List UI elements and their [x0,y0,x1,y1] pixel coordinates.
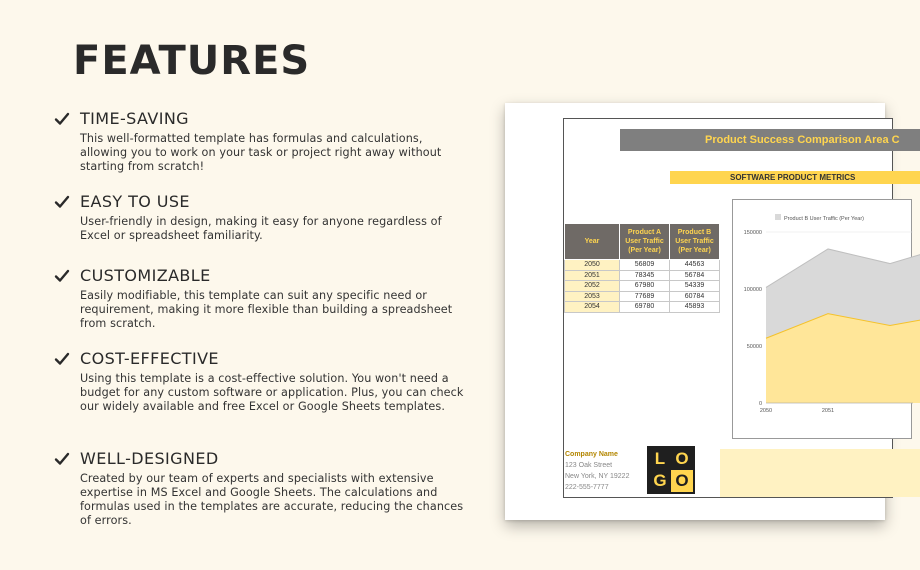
y-tick-label: 0 [758,401,762,407]
table-cell: 78345 [620,270,670,281]
y-tick-label: 150000 [743,230,762,236]
footer-banner [720,449,920,497]
table-cell: 2053 [565,291,620,302]
table-header-year: Year [565,224,620,260]
checkmark-icon [54,451,70,467]
area-chart-svg [733,200,913,440]
y-tick-label: 50000 [746,344,762,350]
table-cell: 56784 [670,270,720,281]
table-cell: 2050 [565,260,620,271]
spreadsheet-preview [563,118,900,498]
table-header-product-b: Product B User Traffic (Per Year) [670,224,720,260]
logo [647,446,695,494]
logo-letter: G [653,471,667,490]
table-cell: 2052 [565,281,620,292]
feature-title: WELL-DESIGNED [80,449,219,468]
feature-item [54,110,464,174]
table-cell: 54339 [670,281,720,292]
table-cell: 45893 [670,302,720,313]
table-row [565,260,720,271]
feature-item [54,193,464,243]
table-cell: 56809 [620,260,670,271]
area-chart [732,199,912,439]
checkmark-icon [54,194,70,210]
checkmark-icon [54,268,70,284]
feature-item [54,267,464,331]
feature-title: CUSTOMIZABLE [80,266,211,285]
table-cell: 2051 [565,270,620,281]
checkmark-icon [54,351,70,367]
table-row [565,270,720,281]
feature-item [54,350,464,414]
company-info [565,449,629,493]
table-row [565,281,720,292]
table-cell: 2054 [565,302,620,313]
table-row [565,291,720,302]
company-phone: 222-555-7777 [565,484,609,491]
feature-description: Easily modifiable, this template can suit any specific need or requirement, making it more flexible than building a spreadsheet from scratch. [80,289,453,330]
feature-description: Created by our team of experts and specialists with extensive expertise in MS Excel and Google Sheets. The calculations and formulas used in the templates are accurate, reducing the chances of errors. [80,472,464,527]
feature-title: COST-EFFECTIVE [80,349,219,368]
logo-letter: L [654,449,666,468]
feature-title: TIME-SAVING [80,109,189,128]
table-header-product-a: Product A User Traffic (Per Year) [620,224,670,260]
sheet-title: Product Success Comparison Area C [620,129,920,151]
table-cell: 67980 [620,281,670,292]
metrics-label: SOFTWARE PRODUCT METRICS [670,171,920,184]
company-name: Company Name [565,451,618,458]
table-cell: 69780 [620,302,670,313]
table-cell: 60784 [670,291,720,302]
feature-description: Using this template is a cost-effective solution. You won't need a budget for any custom software or application. Plus, you can check our widely available and free Excel or Google Sheets templates. [80,372,464,413]
page-title: FEATURES [73,38,311,84]
company-city: New York, NY 19222 [565,473,630,480]
feature-title: EASY TO USE [80,192,190,211]
company-address: 123 Oak Street [565,462,613,469]
feature-description: User-friendly in design, making it easy for anyone regardless of Excel or spreadsheet familiarity. [80,215,442,242]
table-cell: 77689 [620,291,670,302]
table-row [565,302,720,313]
feature-item [54,450,464,528]
logo-letter: O [675,449,689,468]
table-cell: 44563 [670,260,720,271]
x-tick-label: 2050 [759,408,773,414]
logo-letter: O [671,470,693,492]
checkmark-icon [54,111,70,127]
legend-swatch [775,214,781,220]
x-tick-label: 2051 [821,408,835,414]
y-tick-label: 100000 [743,287,762,293]
feature-description: This well-formatted template has formulas and calculations, allowing you to work on your task or project right away without starting from scratch! [80,132,442,173]
traffic-table [564,223,720,313]
legend-label: Product B User Traffic (Per Year) [784,216,864,222]
